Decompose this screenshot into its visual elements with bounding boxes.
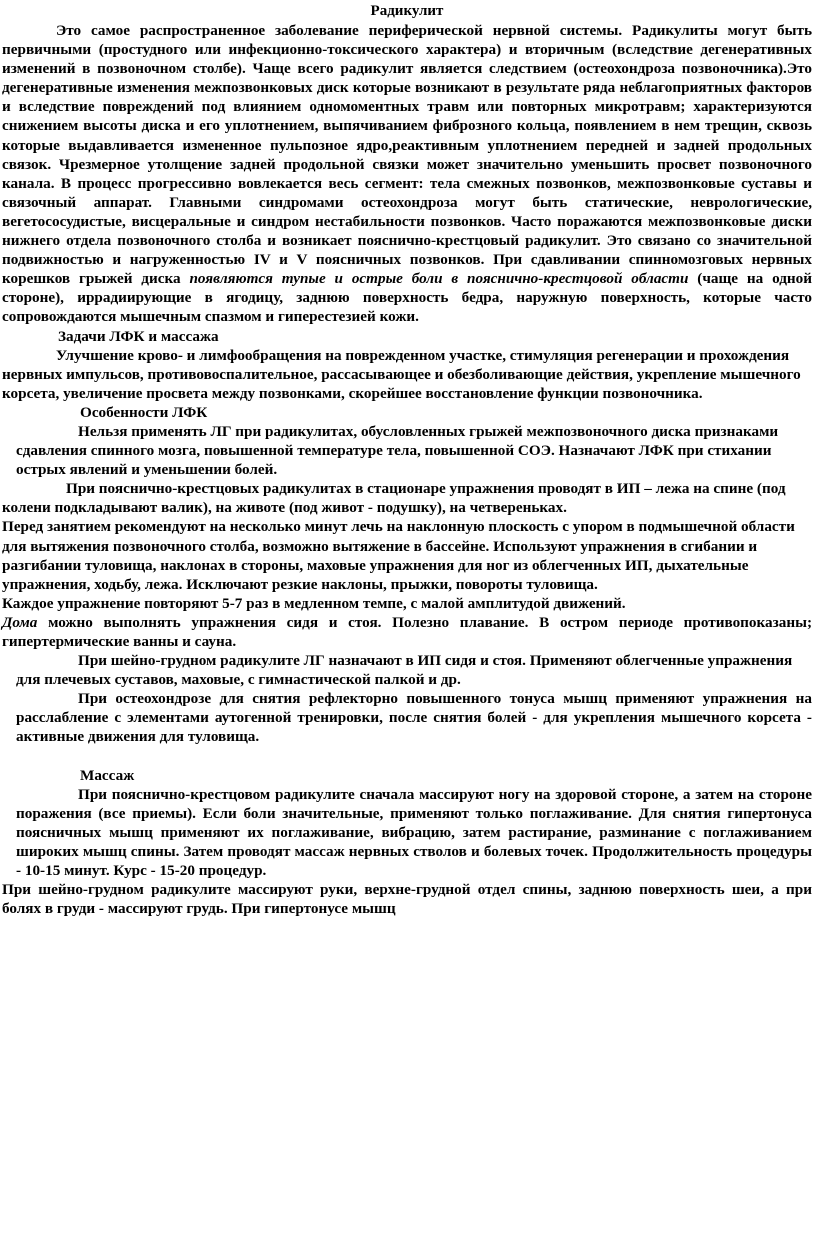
document-title: Радикулит xyxy=(370,3,444,19)
intro-paragraph xyxy=(2,21,812,327)
tasks-heading: Задачи ЛФК и массажа xyxy=(58,327,219,345)
features-paragraph-5-text: можно выполнять упражнения сидя и стоя. Полезно плавание. В остром периоде противопоказаны; гипертермические ванны и сауна. xyxy=(2,613,812,650)
massage-paragraph-2: При шейно-грудном радикулите массируют руки, верхне-грудной отдел спины, заднюю поверхность шеи, а при болях в груди - массируют грудь. При гипертонусе мышц xyxy=(2,881,812,918)
massage-heading: Массаж xyxy=(80,766,135,784)
tasks-paragraph: Улучшение крово- и лимфообращения на поврежденном участке, стимуляция регенерации и прохождения нервных импульсов, противовоспалительное, рассасывающее и обезболивающие действия, укрепление мышечного корсета, увеличение просвета между позвонками, скорейшее восстановление функции позвоночника. xyxy=(2,346,801,402)
massage-paragraph-1: При пояснично-крестцовом радикулите сначала массируют ногу на здоровой стороне, а затем на стороне поражения (все приемы). Если боли значительные, применяют только поглаживание. Для снятия гипертонуса поясничных мышц применяют их поглаживание, вибрацию, затем растирание, разминание с поглаживанием широких мышц спины. Затем проводят массаж нервных стволов и болевых точек. Продолжительность процедуры - 10-15 минут. Курс - 15-20 процедур. xyxy=(16,785,812,880)
features-paragraph-6: При шейно-грудном радикулите ЛГ назначают в ИП сидя и стоя. Применяют облегченные упражнения для плечевых суставов, маховые, с гимнастической палкой и др. xyxy=(16,652,793,689)
intro-italic-phrase: появляются тупые и острые боли в пояснично-крестцовой области xyxy=(189,270,689,288)
features-paragraph-2: При пояснично-крестцовых радикулитах в стационаре упражнения проводят в ИП – лежа на спине (под колени подкладывают валик), на животе (под живот - подушку), на четвереньках. xyxy=(2,480,786,517)
intro-text-end: (чаще на одной стороне), иррадиирующие в ягодицу, заднюю поверхность бедра, наружную поверхность, которые часто сопровождаются мышечным спазмом и гиперестезией кожи. xyxy=(2,270,812,326)
features-paragraph-5 xyxy=(2,613,812,651)
features-heading: Особенности ЛФК xyxy=(80,403,208,421)
features-paragraph-1: Нельзя применять ЛГ при радикулитах, обусловленных грыжей межпозвоночного диска признаками сдавления спинного мозга, повышенной температуре тела, повышенной СОЭ. Назначают ЛФК при стихании острых явлений и уменьшении болей. xyxy=(16,422,779,479)
features-paragraph-7: При остеохондрозе для снятия рефлекторно повышенного тонуса мышц применяют упражнения на расслабление с элементами аутогенной тренировки, после снятия болей - для укрепления мышечного корсета - активные движения для туловища. xyxy=(16,690,812,746)
features-paragraph-3: Перед занятием рекомендуют на несколько минут лечь на наклонную плоскость с упором в подмышечной области для вытяжения позвоночного столба, возможно вытяжение в бассейне. Используют упражнения в сгибании и разгибании туловища, наклонах в стороны, маховые упражнения для ног из облегченных ИП, дыхательные упражнения, ходьбу, лежа. Исключают резкие наклоны, прыжки, повороты туловища. xyxy=(2,518,795,593)
features-paragraph-4: Каждое упражнение повторяют 5-7 раз в медленном темпе, с малой амплитудой движений. xyxy=(2,594,626,612)
intro-text-start: Это самое распространенное заболевание периферической нервной системы. Радикулиты могут быть первичными (простудного или инфекционно-токсического характера) и вторичным (вследствие дегенеративных изменений в позвоночном столбе). Чаще всего радикулит является следствием xyxy=(2,22,812,78)
intro-text-rest: Это дегенеративные изменения межпозвонковых диск которые возникают в результате ряда неблагоприятных факторов и вследствие повреждений под влиянием одномоментных травм или повторных микротравм; характеризуются снижением высоты диска и его уплотнением, выпячиванием фиброзного кольца, появлением в нем трещин, сквозь которые выдавливается измененное пульпозное ядро,реактивным уплотнением передней и задней продольных связок. Чрезмерное утолщение задней продольной связки может значительно уменьшить просвет позвоночного канала. В процесс прогрессивно вовлекается весь сегмент: тела смежных позвонков, межпозвонковые суставы и связочный аппарат. Главными синдромами остеохондроза могут быть статические, неврологические, вегетососудистые, висцеральные и синдром нестабильности позвонков. Часто поражаются межпозвонковые диски нижнего отдела позвоночного столба и возникает пояснично-крестцовый радикулит. Это связано со значительной подвижностью и нагруженностью IV и V поясничных позвонков. При сдавливании спинномозговых нервных корешков грыжей диска xyxy=(2,60,812,288)
intro-emphasis: (остеохондроза позвоночника). xyxy=(573,60,787,78)
features-italic-word: Дома xyxy=(2,613,38,631)
spacer xyxy=(2,747,812,766)
